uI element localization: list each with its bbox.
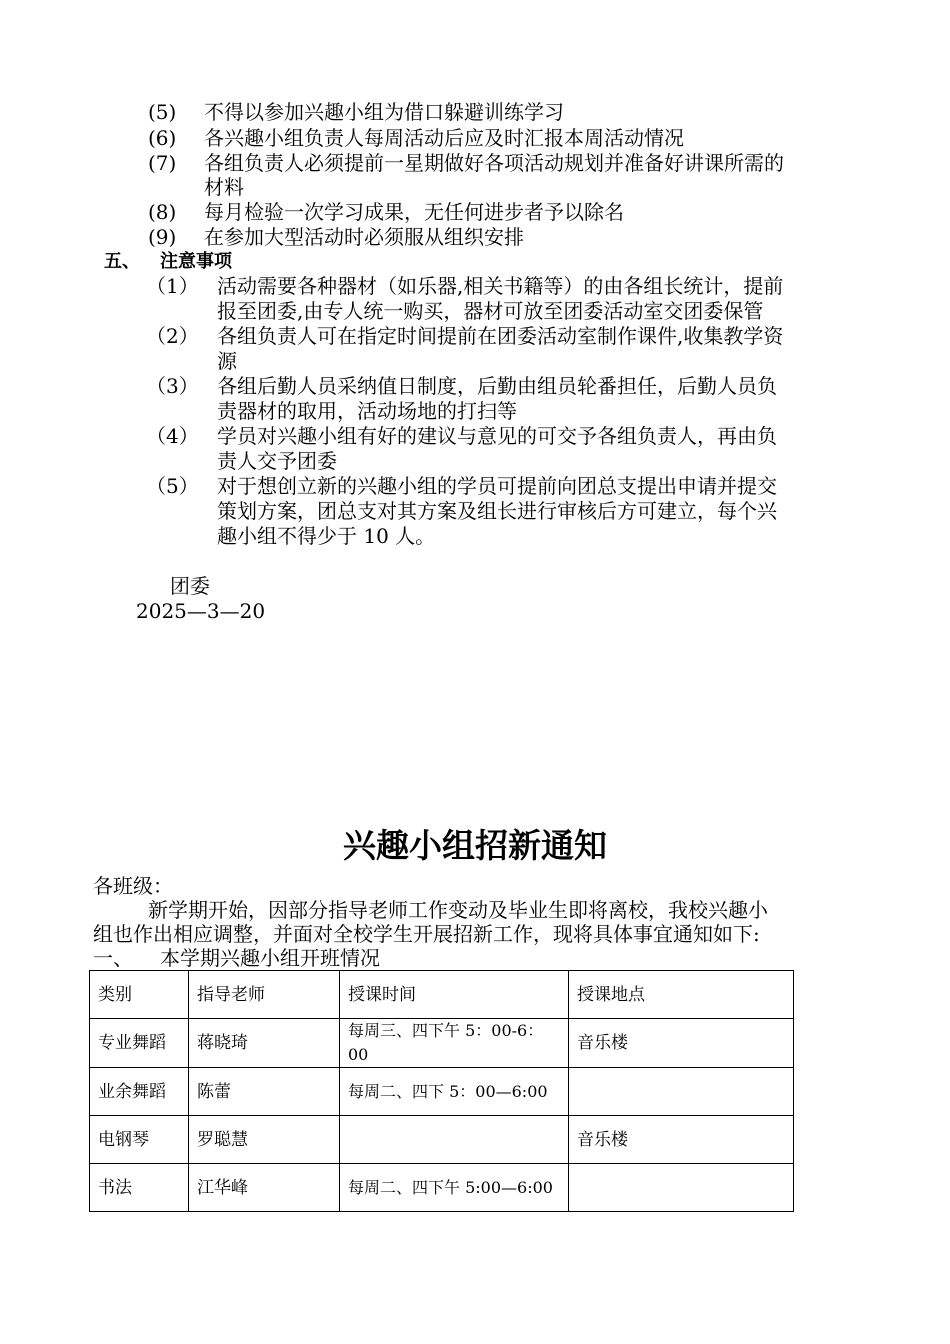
rule-text: 各兴趣小组负责人每周活动后应及时汇报本周活动情况 xyxy=(204,126,684,150)
cell-location: 音乐楼 xyxy=(569,1116,794,1164)
section5-heading: 注意事项 xyxy=(160,251,232,272)
class-schedule-table xyxy=(89,970,794,1212)
header-category: 类别 xyxy=(90,971,189,1019)
cell-teacher: 江华峰 xyxy=(189,1164,340,1212)
cell-time: 每周二、四下 5：00—6:00 xyxy=(340,1068,569,1116)
section1-number: 一、 xyxy=(93,946,133,970)
cell-teacher: 罗聪慧 xyxy=(189,1116,340,1164)
table-row xyxy=(90,1116,794,1164)
rule-number: (9) xyxy=(148,225,177,249)
rule-text: 不得以参加兴趣小组为借口躲避训练学习 xyxy=(204,100,564,124)
rule-number: (6) xyxy=(148,126,177,150)
cell-category: 书法 xyxy=(90,1164,189,1212)
header-time: 授课时间 xyxy=(340,971,569,1019)
cell-category: 专业舞蹈 xyxy=(90,1019,189,1068)
note-text-continued: 责器材的取用，活动场地的打扫等 xyxy=(217,399,517,423)
note-text-continued: 报至团委,由专人统一购买，器材可放至团委活动室交团委保管 xyxy=(217,299,764,323)
rule-text: 各组负责人必须提前一星期做好各项活动规划并准备好讲课所需的 xyxy=(204,151,784,175)
notice-paragraph: 新学期开始，因部分指导老师工作变动及毕业生即将离校，我校兴趣小 xyxy=(148,898,768,922)
rule-number: (7) xyxy=(148,151,177,175)
note-number: （3） xyxy=(146,374,199,398)
header-teacher: 指导老师 xyxy=(189,971,340,1019)
table-row xyxy=(90,1068,794,1116)
signature-org: 团委 xyxy=(170,574,210,598)
note-text: 对于想创立新的兴趣小组的学员可提前向团总支提出申请并提交 xyxy=(217,474,777,498)
table-header-row xyxy=(90,971,794,1019)
note-text-continued: 策划方案，团总支对其方案及组长进行审核后方可建立，每个兴 xyxy=(217,499,777,523)
cell-time: 每周三、四下午 5：00-6：00 xyxy=(340,1019,569,1068)
rule-text: 每月检验一次学习成果，无任何进步者予以除名 xyxy=(204,200,624,224)
table-row xyxy=(90,1019,794,1068)
table-row xyxy=(90,1164,794,1212)
note-text: 学员对兴趣小组有好的建议与意见的可交予各组负责人，再由负 xyxy=(217,424,777,448)
rule-number: (5) xyxy=(148,100,177,124)
cell-time xyxy=(340,1116,569,1164)
cell-teacher: 陈蕾 xyxy=(189,1068,340,1116)
cell-location xyxy=(569,1068,794,1116)
note-text: 各组负责人可在指定时间提前在团委活动室制作课件,收集教学资 xyxy=(217,324,784,348)
note-text: 活动需要各种器材（如乐器,相关书籍等）的由各组长统计，提前 xyxy=(217,274,784,298)
note-text: 各组后勤人员采纳值日制度，后勤由组员轮番担任，后勤人员负 xyxy=(217,374,777,398)
rule-text: 在参加大型活动时必须服从组织安排 xyxy=(204,225,524,249)
header-location: 授课地点 xyxy=(569,971,794,1019)
cell-time: 每周二、四下午 5:00—6:00 xyxy=(340,1164,569,1212)
note-number: （2） xyxy=(146,324,199,348)
note-number: （5） xyxy=(146,474,199,498)
note-text-continued: 趣小组不得少于 10 人。 xyxy=(217,524,436,548)
note-number: （4） xyxy=(146,424,199,448)
note-number: （1） xyxy=(146,274,199,298)
cell-category: 电钢琴 xyxy=(90,1116,189,1164)
cell-location xyxy=(569,1164,794,1212)
rule-number: (8) xyxy=(148,200,177,224)
salutation: 各班级： xyxy=(93,874,173,898)
rule-item xyxy=(148,100,176,124)
cell-category: 业余舞蹈 xyxy=(90,1068,189,1116)
notice-paragraph-continued: 组也作出相应调整，并面对全校学生开展招新工作，现将具体事宜通知如下: xyxy=(93,922,760,946)
cell-location: 音乐楼 xyxy=(569,1019,794,1068)
cell-teacher: 蒋晓琦 xyxy=(189,1019,340,1068)
note-text-continued: 责人交予团委 xyxy=(217,449,337,473)
signature-date: 2025—3—20 xyxy=(136,599,266,623)
notice-title: 兴趣小组招新通知 xyxy=(343,826,607,865)
note-text-continued: 源 xyxy=(217,349,237,373)
section5-number: 五、 xyxy=(104,251,140,272)
section1-heading: 本学期兴趣小组开班情况 xyxy=(160,946,380,970)
rule-text-continued: 材料 xyxy=(204,175,244,199)
